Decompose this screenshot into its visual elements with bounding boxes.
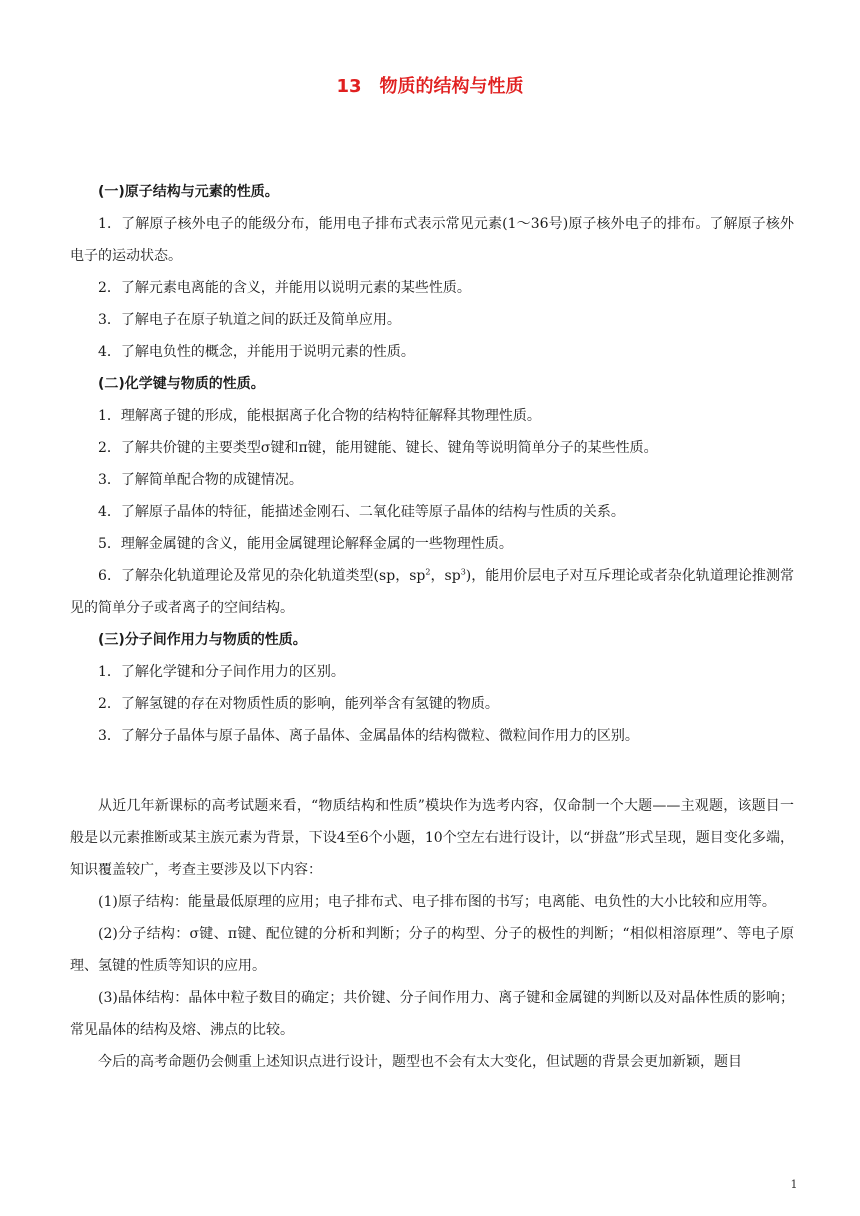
section-gap: [70, 752, 794, 790]
list-item: 4．了解电负性的概念，并能用于说明元素的性质。: [98, 344, 415, 360]
section-heading: (三)分子间作用力与物质的性质。: [98, 632, 307, 648]
analysis-paragraph: (2)分子结构：σ键、π键、配位键的分析和判断；分子的构型、分子的极性的判断；“相似相溶原理”、等电子原理、氢键的性质等知识的应用。: [70, 926, 794, 974]
item6-text-middle: ，sp: [430, 568, 461, 584]
list-item: 3．了解电子在原子轨道之间的跃迁及简单应用。: [98, 312, 401, 328]
list-item: 5．理解金属键的含义，能用金属键理论解释金属的一些物理性质。: [98, 536, 513, 552]
document-body: [70, 176, 794, 1078]
superscript-3: 3: [460, 567, 466, 577]
superscript-2: 2: [425, 567, 431, 577]
analysis-paragraph: 从近几年新课标的高考试题来看，“物质结构和性质”模块作为选考内容，仅命制一个大题——主观题，该题目一般是以元素推断或某主族元素为背景，下设4至6个小题，10个空左右进行设计，以“拼盘”形式呈现，题目变化多端，知识覆盖较广，考查主要涉及以下内容：: [70, 798, 794, 878]
analysis-paragraph: (3)晶体结构：晶体中粒子数目的确定；共价键、分子间作用力、离子键和金属键的判断以及对晶体性质的影响；常见晶体的结构及熔、沸点的比较。: [70, 990, 794, 1038]
page-number: 1: [790, 1178, 798, 1191]
list-item: 2．了解共价键的主要类型σ键和π键，能用键能、键长、键角等说明简单分子的某些性质。: [98, 440, 658, 456]
list-item: 2．了解元素电离能的含义，并能用以说明元素的某些性质。: [98, 280, 471, 296]
list-item: 2．了解氢键的存在对物质性质的影响，能列举含有氢键的物质。: [98, 696, 499, 712]
list-item-hybridization: [70, 560, 794, 624]
section-heading: (一)原子结构与元素的性质。: [98, 184, 279, 200]
analysis-paragraph: (1)原子结构：能量最低原理的应用；电子排布式、电子排布图的书写；电离能、电负性的大小比较和应用等。: [98, 894, 776, 910]
list-item: 1．了解原子核外电子的能级分布，能用电子排布式表示常见元素(1～36号)原子核外电子的排布。了解原子核外电子的运动状态。: [70, 216, 794, 264]
list-item: 3．了解简单配合物的成键情况。: [98, 472, 303, 488]
item6-text-start: 6．了解杂化轨道理论及常见的杂化轨道类型(sp，sp: [98, 568, 426, 584]
item6-text-end: )，能用价层电子对互斥理论或者杂化轨道理论推测常见的简单分子或者离子的空间结构。: [70, 568, 794, 616]
section-heading: (二)化学键与物质的性质。: [98, 376, 265, 392]
list-item: 1．理解离子键的形成，能根据离子化合物的结构特征解释其物理性质。: [98, 408, 541, 424]
list-item: 3．了解分子晶体与原子晶体、离子晶体、金属晶体的结构微粒、微粒间作用力的区别。: [98, 728, 639, 744]
analysis-paragraph: 今后的高考命题仍会侧重上述知识点进行设计，题型也不会有太大变化，但试题的背景会更加新颖，题目: [98, 1054, 742, 1070]
list-item: 4．了解原子晶体的特征，能描述金刚石、二氧化硅等原子晶体的结构与性质的关系。: [98, 504, 625, 520]
list-item: 1．了解化学键和分子间作用力的区别。: [98, 664, 345, 680]
page-title: 13 物质的结构与性质: [336, 76, 524, 97]
